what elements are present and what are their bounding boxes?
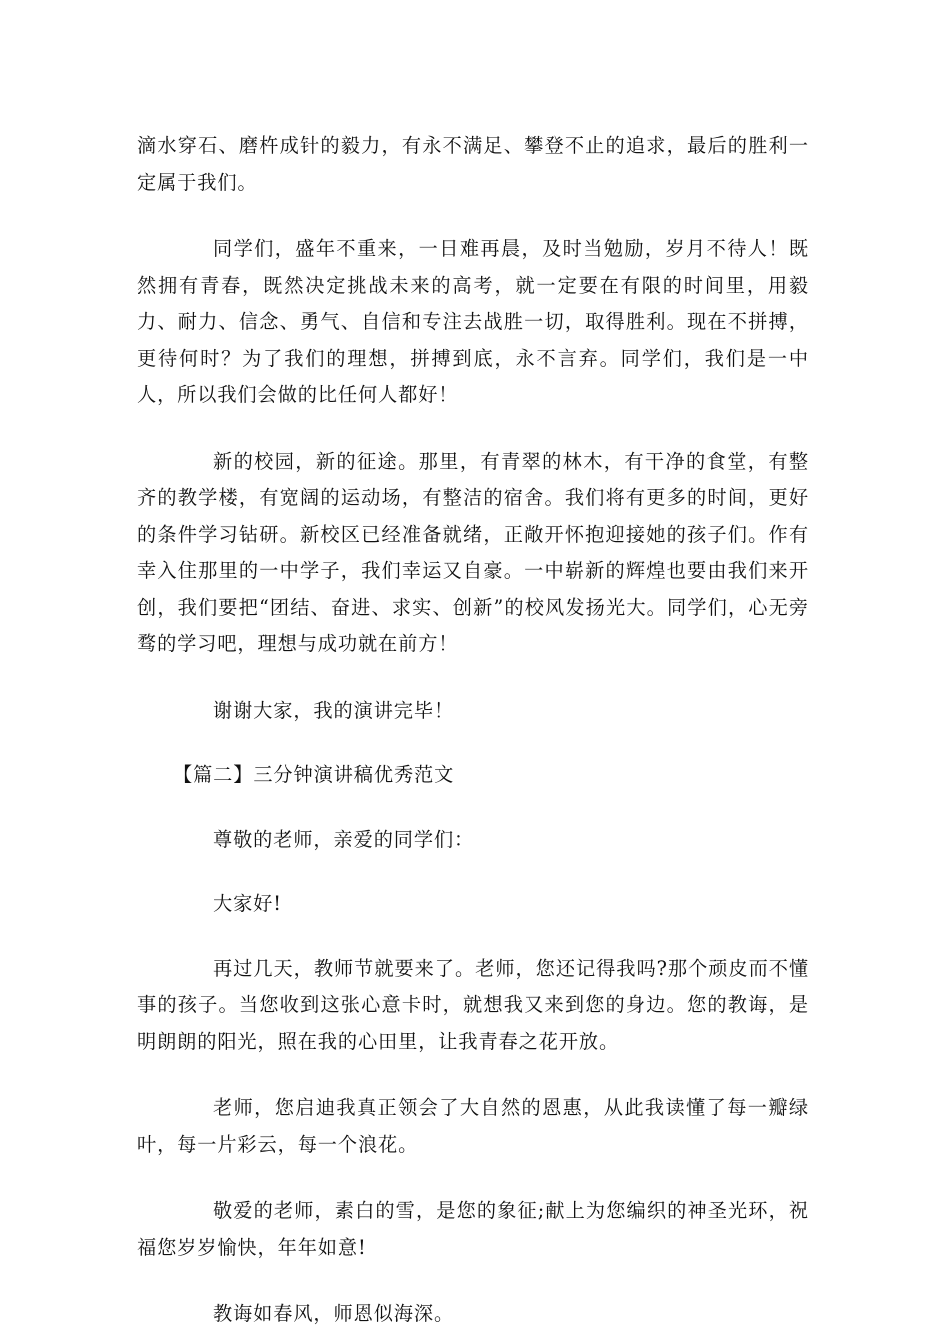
- paragraph-perseverance: 滴水穿石、磨杵成针的毅力，有永不满足、攀登不止的追求，最后的胜利一定属于我们。: [137, 134, 809, 194]
- paragraph-blessing: 敬爱的老师，素白的雪，是您的象征;献上为您编织的神圣光环，祝福您岁岁愉快，年年如意!: [137, 1199, 809, 1259]
- section-heading: 【篇二】三分钟演讲稿优秀范文: [173, 763, 455, 786]
- document-page: [137, 128, 809, 1333]
- paragraph-nature: 老师，您启迪我真正领会了大自然的恩惠，从此我读懂了每一瓣绿叶，每一片彩云，每一个浪花。: [137, 1096, 809, 1156]
- paragraph-thanks: 谢谢大家，我的演讲完毕！: [213, 698, 455, 722]
- greeting: 尊敬的老师，亲爱的同学们：: [213, 827, 475, 851]
- paragraph-teachers-day: 再过几天，教师节就要来了。老师，您还记得我吗?那个顽皮而不懂事的孩子。当您收到这张心意卡时，就想我又来到您的身边。您的教诲，是明朗朗的阳光，照在我的心田里，让我青春之花开放。: [137, 956, 809, 1053]
- paragraph-closing: 教诲如春风，师恩似海深。: [213, 1302, 455, 1325]
- paragraph-new-campus: 新的校园，新的征途。那里，有青翠的林木，有干净的食堂，有整齐的教学楼，有宽阔的运动场，有整洁的宿舍。我们将有更多的时间，更好的条件学习钻研。新校区已经准备就绪，正敞开怀抱迎接她的孩子们。作有幸入住那里的一中学子，我们幸运又自豪。一中崭新的辉煌也要由我们来开创，我们要把“团结、奋进、求实、创新”的校风发扬光大。同学们，心无旁骛的学习吧，理想与成功就在前方！: [137, 449, 809, 655]
- hello: 大家好!: [213, 892, 282, 915]
- paragraph-youth: 同学们，盛年不重来，一日难再晨，及时当勉励，岁月不待人！既然拥有青春，既然决定挑战未来的高考，就一定要在有限的时间里，用毅力、耐力、信念、勇气、自信和专注去战胜一切，取得胜利。现在不拼搏，更待何时？为了我们的理想，拼搏到底，永不言弃。同学们，我们是一中人，所以我们会做的比任何人都好！: [137, 237, 809, 406]
